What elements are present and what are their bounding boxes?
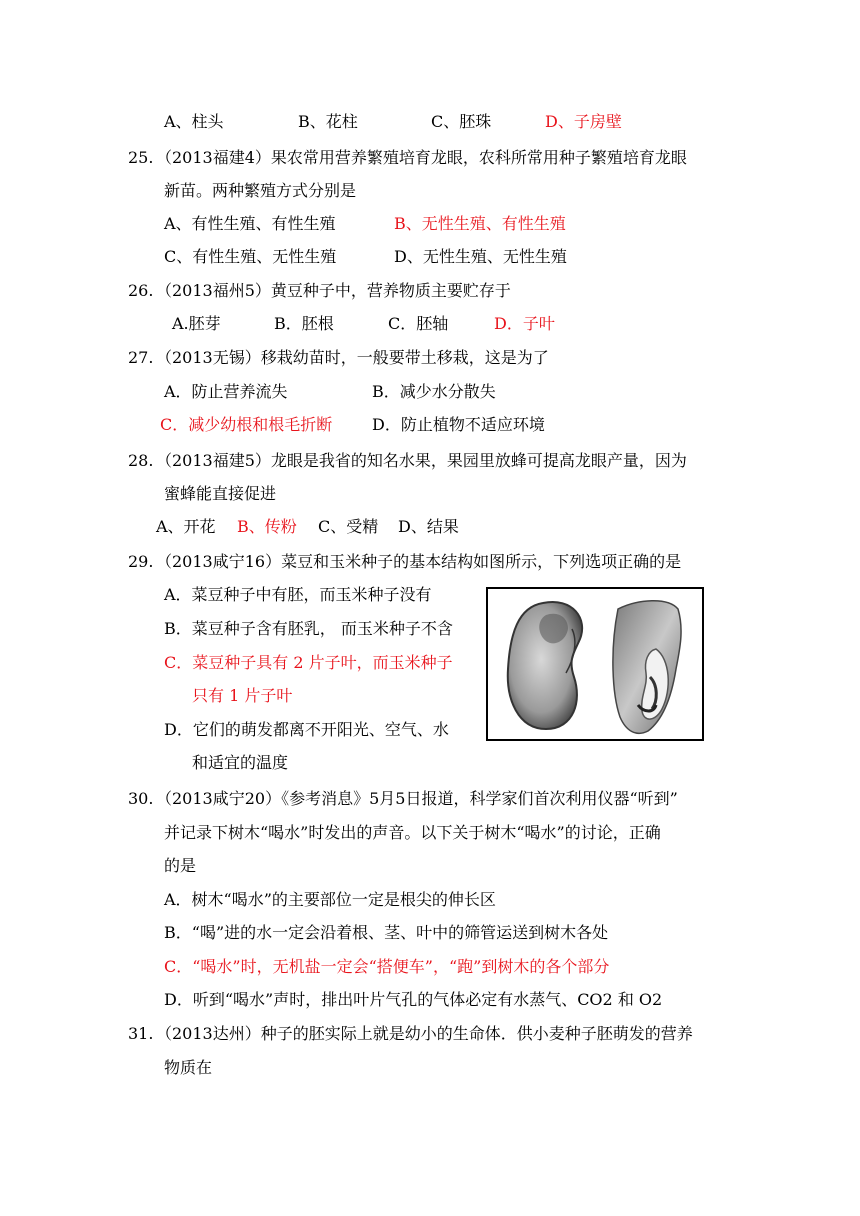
q28-option-d: D、结果 [398,517,459,536]
q27-option-c-answer: C．减少幼根和根毛折断 [160,415,333,434]
q30-option-a: A．树木“喝水”的主要部位一定是根尖的伸长区 [164,890,496,909]
q25-stem-line1: （2013福建4）果农常用营养繁殖培育龙眼，农科所常用种子繁殖培育龙眼 [156,148,687,167]
q26-option-b: B．胚根 [274,314,334,333]
q29-option-a: A．菜豆种子中有胚，而玉米种子没有 [164,585,432,604]
q30-stem-line3: 的是 [164,856,197,875]
q29-number: 29. [128,552,154,571]
q26-option-c: C．胚轴 [388,314,449,333]
q28-number: 28. [128,451,154,470]
q27-stem: （2013无锡）移栽幼苗时，一般要带土移栽，这是为了 [156,348,549,367]
q31-stem-line1: （2013达州）种子的胚实际上就是幼小的生命体．供小麦种子胚萌发的营养 [156,1024,693,1043]
q29-option-d-line1: D．它们的萌发都离不开阳光、空气、水 [164,720,449,739]
q24-option-a: A、柱头 [164,112,224,131]
q25-stem-line2: 新苗。两种繁殖方式分别是 [164,181,357,200]
q28-stem-line1: （2013福建5）龙眼是我省的知名水果，果园里放蜂可提高龙眼产量，因为 [156,451,687,470]
q30-option-b: B．“喝”进的水一定会沿着根、茎、叶中的筛管运送到树木各处 [164,923,609,942]
q29-option-c-answer-line2: 只有 1 片子叶 [192,686,293,705]
q29-option-d-line2: 和适宜的温度 [192,753,289,772]
q25-option-d: D、无性生殖、无性生殖 [394,247,567,266]
q27-option-d: D．防止植物不适应环境 [372,415,545,434]
q26-number: 26. [128,281,154,300]
q28-option-c: C、受精 [318,517,379,536]
q27-option-b: B．减少水分散失 [372,382,496,401]
q25-option-a: A、有性生殖、有性生殖 [164,214,336,233]
q30-stem-line1: （2013咸宁20）《参考消息》5月5日报道，科学家们首次利用仪器“听到” [156,789,678,808]
q24-option-c: C、胚珠 [431,112,492,131]
q26-option-a: A.胚芽 [172,314,221,333]
corn-seed [613,601,681,734]
q28-option-a: A、开花 [156,517,216,536]
q31-number: 31. [128,1024,154,1043]
q31-stem-line2: 物质在 [164,1058,213,1077]
q29-option-c-answer-line1: C．菜豆种子具有 2 片子叶，而玉米种子 [164,653,453,672]
bean-seed [508,602,582,729]
q24-option-b: B、花柱 [298,112,358,131]
q29-option-b: B．菜豆种子含有胚乳， 而玉米种子不含 [164,619,453,638]
seed-structure-figure [486,587,704,741]
q25-number: 25. [128,148,154,167]
q30-stem-line2: 并记录下树木“喝水”时发出的声音。以下关于树木“喝水”的讨论，正确 [164,823,661,842]
q28-option-b-answer: B、传粉 [237,517,297,536]
q25-option-c: C、有性生殖、无性生殖 [164,247,337,266]
q30-number: 30. [128,789,154,808]
q27-option-a: A．防止营养流失 [164,382,288,401]
q30-option-c-answer: C．“喝水”时，无机盐一定会“搭便车”，“跑”到树木的各个部分 [164,957,610,976]
q27-number: 27. [128,348,154,367]
q30-option-d: D．听到“喝水”声时，排出叶片气孔的气体必定有水蒸气、CO2 和 O2 [164,990,663,1009]
q28-stem-line2: 蜜蜂能直接促进 [164,484,277,503]
q26-option-d-answer: D．子叶 [494,314,555,333]
q29-stem: （2013咸宁16）菜豆和玉米种子的基本结构如图所示，下列选项正确的是 [156,552,682,571]
q25-option-b-answer: B、无性生殖、有性生殖 [394,214,566,233]
q24-option-d-answer: D、子房壁 [545,112,622,131]
seed-diagram [488,589,702,739]
q26-stem: （2013福州5）黄豆种子中，营养物质主要贮存于 [156,281,511,300]
